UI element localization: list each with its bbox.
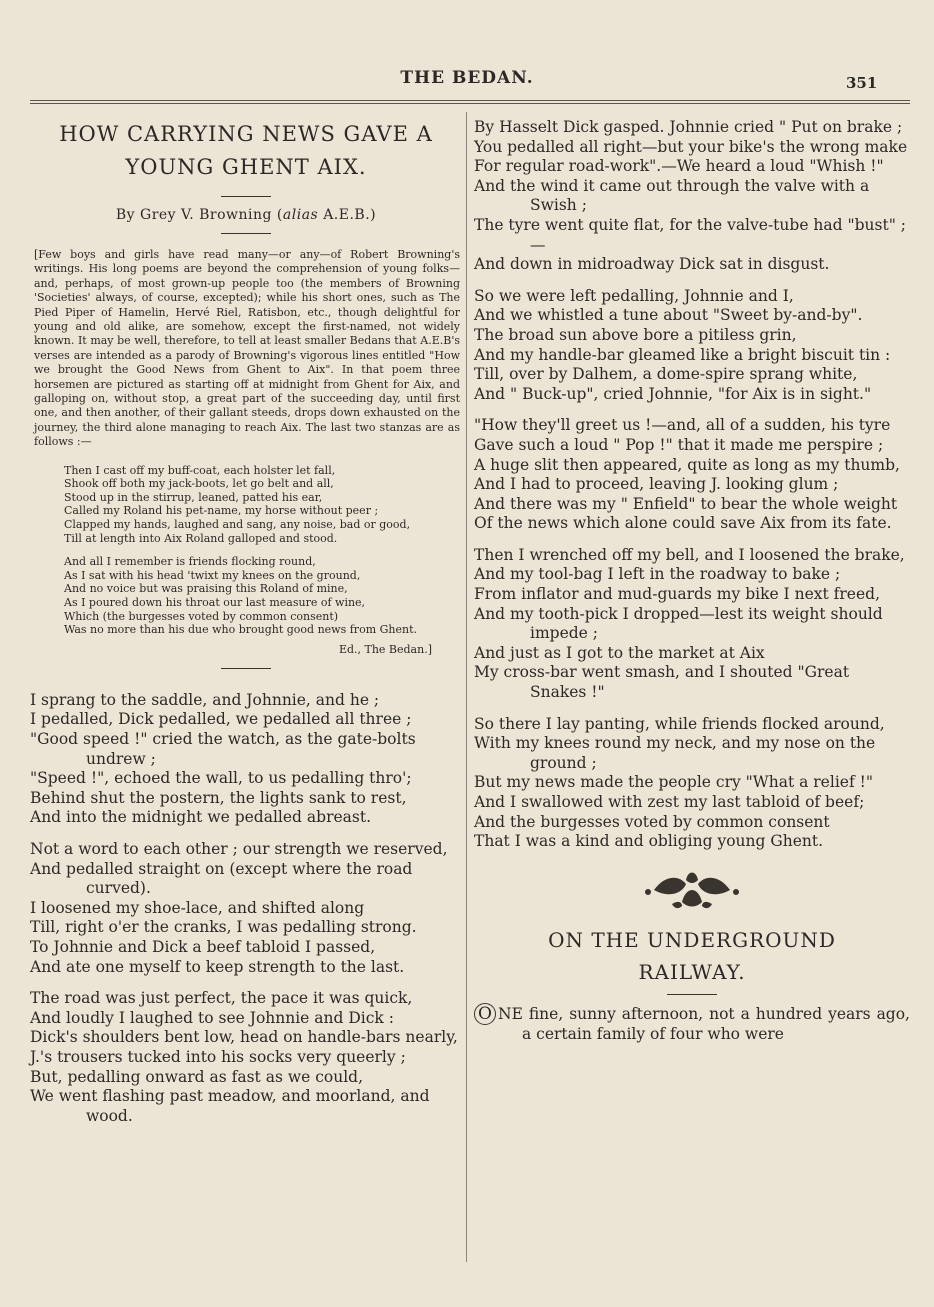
quoted-line: Called my Roland his pet-name, my horse without peer ; [64, 504, 379, 518]
opening-text: NE fine, sunny afternoon, not a hundred years ago, a certain family of four who were [498, 1004, 910, 1043]
dropcap-letter: O [474, 1003, 496, 1025]
right-column [474, 114, 910, 1044]
poem-line: I pedalled, Dick pedalled, we pedalled all three ; [30, 710, 412, 729]
quoted-line: Then I cast off my buff-coat, each holster let fall, [64, 463, 336, 477]
poem-line: For regular road-work".—We heard a loud "Whish !" [474, 157, 884, 176]
poem-line: I sprang to the saddle, and Johnnie, and he ; [30, 690, 380, 709]
quoted-line: As I poured down his throat our last measure of wine, [64, 596, 366, 610]
poem-left [30, 691, 462, 1126]
poem-stanza-4 [474, 118, 910, 275]
poem-line: You pedalled all right—but your bike's the wrong make [474, 137, 908, 156]
page-number: 351 [846, 74, 878, 92]
poem-line: And ate one myself to keep strength to the last. [30, 957, 405, 976]
byline: By Grey V. Browning (alias A.E.B.) [115, 207, 377, 223]
poem-line: And loudly I laughed to see Johnnie and Dick : [30, 1008, 394, 1027]
poem-line: We went flashing past meadow, and moorland, and wood. [30, 1087, 430, 1125]
poem-line: A huge slit then appeared, quite as long as my thumb, [474, 455, 900, 474]
byline-initials: A.E.B. [323, 207, 371, 223]
poem-line: But, pedalling onward as fast as we could, [30, 1067, 364, 1086]
poem-line: By Hasselt Dick gasped. Johnnie cried " Put on brake ; [474, 118, 903, 136]
poem-line: And pedalled straight on (except where the road curved). [30, 859, 413, 898]
poem-line: My cross-bar went smash, and I shouted "Great Snakes !" [474, 663, 850, 702]
column-divider [466, 112, 467, 1262]
poem-right [474, 118, 910, 852]
poem-line: "How they'll greet us !—and, all of a sudden, his tyre [474, 416, 891, 435]
poem-line: "Speed !", echoed the wall, to us pedalling thro'; [30, 769, 412, 788]
article-title-line1: HOW CARRYING NEWS GAVE A [59, 122, 433, 146]
quoted-line: Stood up in the stirrup, leaned, patted his ear, [64, 490, 323, 504]
poem-line: And the wind it came out through the valve with a Swish ; [474, 176, 870, 215]
poem-line: With my knees round my neck, and my nose on the ground ; [474, 734, 876, 772]
poem-line: And there was my " Enfield" to bear the whole weight [474, 494, 898, 513]
poem-line: Of the news which alone could save Aix from its fate. [474, 514, 892, 533]
quoted-stanza-2 [64, 555, 462, 637]
poem-line: So there I lay panting, while friends flocked around, [474, 714, 885, 733]
poem-line: And my tooth-pick I dropped—lest its weight should impede ; [474, 604, 883, 643]
poem-stanza-2 [30, 840, 462, 977]
header-rule-double [30, 103, 910, 104]
left-column [30, 114, 462, 1138]
poem-line: And just as I got to the market at Aix [474, 643, 765, 662]
editor-intro: [Few boys and girls have read many—or any—of Robert Browning's writings. His long poems are beyond the comprehension of young folks—and, perhaps, of most grown-up people too (the members of Browning 'Societies' always, of course, excepted); while his short ones, such as The Pied Piper of Hamelin, Hervé Riel, Ratisbon, etc., though delightful for young and old alike, are somehow, except the first-named, not widely known. It may be well, therefore, to tell at least smaller Bedans that A.E.B's verses are intended as a parody of Browning's vigorous lines entitled "How we brought the Good News from Ghent to Aix". In that poem three horsemen are pictured as starting off at midnight from Ghent for Aix, and galloping on, without stop, a great part of the succeeding day, until first one, and then another, of their gallant steeds, drops down exhausted on the journey, the third alone managing to reach Aix. The last two stanzas are as follows :— [34, 248, 460, 449]
poem-line: Gave such a loud " Pop !" that it made me perspire ; [474, 435, 884, 454]
poem-line: The tyre went quite flat, for the valve-tube had "bust" ;— [474, 215, 906, 254]
poem-line: I loosened my shoe-lace, and shifted along [30, 898, 365, 917]
poem-stanza-5 [474, 287, 910, 405]
poem-line: And we whistled a tune about "Sweet by-and-by". [474, 306, 863, 325]
poem-line: Till, right o'er the cranks, I was pedalling strong. [30, 918, 417, 937]
section-title-line2: RAILWAY. [638, 959, 746, 984]
poem-line: The road was just perfect, the pace it was quick, [30, 989, 413, 1008]
poem-line: To Johnnie and Dick a beef tabloid I passed, [30, 937, 376, 956]
poem-stanza-6 [474, 416, 910, 534]
section-title [474, 924, 910, 988]
section-rule [667, 994, 717, 995]
section-title-line1: ON THE UNDERGROUND [548, 927, 836, 952]
poem-line: But my news made the people cry "What a relief !" [474, 773, 873, 792]
poem-stanza-7 [474, 546, 910, 703]
poem-line: Dick's shoulders bent low, head on handle-bars nearly, [30, 1028, 458, 1047]
poem-line: And my handle-bar gleamed like a bright biscuit tin : [474, 345, 891, 364]
byline-alias: alias [282, 207, 319, 223]
section-opening [474, 1003, 910, 1045]
floral-ornament-icon [642, 864, 742, 914]
poem-line: From inflator and mud-guards my bike I next freed, [474, 585, 881, 604]
quoted-line: Till at length into Aix Roland galloped and stood. [64, 531, 338, 545]
poem-stanza-1 [30, 691, 462, 828]
poem-line: J.'s trousers tucked into his socks very queerly ; [30, 1047, 406, 1066]
poem-line: Then I wrenched off my bell, and I loosened the brake, [474, 545, 905, 564]
byline-rule [221, 233, 271, 234]
poem-line: And I had to proceed, leaving J. looking glum ; [474, 475, 839, 494]
poem-stanza-8 [474, 715, 910, 852]
poem-line: And I swallowed with zest my last tabloid of beef; [474, 793, 865, 811]
article-title [30, 118, 462, 184]
poem-line: That I was a kind and obliging young Ghent. [474, 832, 824, 851]
poem-line: And my tool-bag I left in the roadway to bake ; [474, 565, 841, 584]
journal-title: THE BEDAN. [400, 68, 534, 88]
poem-line: So we were left pedalling, Johnnie and I, [474, 286, 794, 305]
byline-author: By Grey V. Browning [115, 207, 272, 223]
quoted-line: Was no more than his due who brought good news from Ghent. [64, 623, 417, 637]
intro-end-rule [221, 668, 271, 669]
poem-line: And " Buck-up", cried Johnnie, "for Aix is in sight." [474, 384, 872, 403]
poem-line: Behind shut the postern, the lights sank to rest, [30, 788, 407, 807]
poem-line: The broad sun above bore a pitiless grin, [474, 325, 797, 344]
quoted-line: As I sat with his head 'twixt my knees on the ground, [64, 568, 361, 582]
poem-line: Till, over by Dalhem, a dome-spire sprang white, [474, 365, 858, 384]
poem-line: And the burgesses voted by common consent [474, 812, 830, 831]
poem-line: Not a word to each other ; our strength we reserved, [30, 839, 448, 858]
quoted-line: Clapped my hands, laughed and sang, any noise, bad or good, [64, 518, 411, 532]
quoted-line: Which (the burgesses voted by common consent) [64, 609, 339, 623]
quoted-line: Shook off both my jack-boots, let go belt and all, [64, 477, 334, 491]
article-title-line2: YOUNG GHENT AIX. [125, 155, 367, 179]
editor-signoff: Ed., The Bedan.] [338, 642, 432, 656]
quoted-line: And no voice but was praising this Roland of mine, [64, 582, 348, 596]
poem-line: And into the midnight we pedalled abreast. [30, 808, 371, 827]
poem-stanza-3 [30, 989, 462, 1126]
poem-line: "Good speed !" cried the watch, as the gate-bolts undrew ; [30, 730, 416, 768]
title-rule [221, 196, 271, 197]
quoted-stanza-1 [64, 464, 462, 546]
header-rule [30, 100, 910, 101]
poem-line: And down in midroadway Dick sat in disgust. [474, 255, 830, 274]
quoted-line: And all I remember is friends flocking round, [64, 555, 316, 569]
